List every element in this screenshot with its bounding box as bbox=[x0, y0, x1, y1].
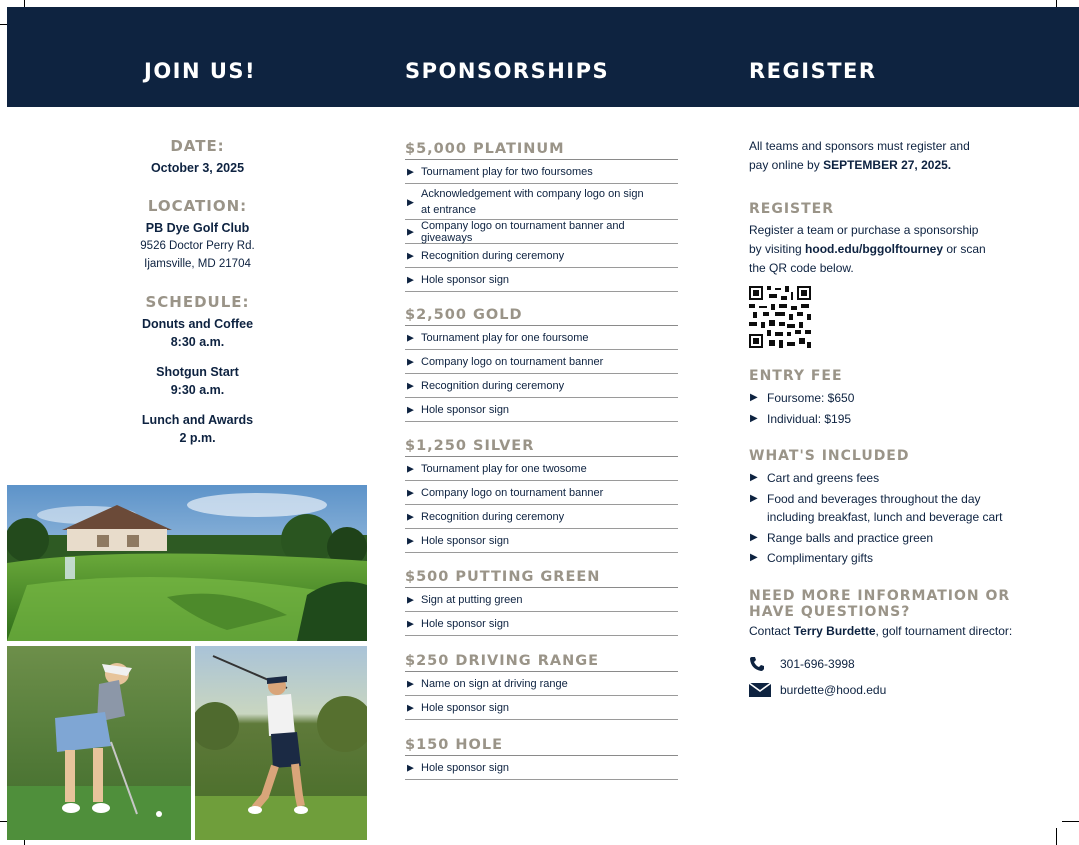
arrow-right-icon: ▶ bbox=[407, 197, 414, 207]
sponsorship-title: $150 HOLE bbox=[405, 734, 678, 756]
contact-name: Terry Burdette bbox=[793, 623, 876, 638]
list-item: ▶ Recognition during ceremony bbox=[405, 244, 678, 268]
sponsorship-title: $500 PUTTING GREEN bbox=[405, 566, 678, 588]
schedule-item-time: 8:30 a.m. bbox=[170, 335, 225, 349]
golfer-driving-photo bbox=[195, 646, 367, 840]
sponsorship-title: $250 DRIVING RANGE bbox=[405, 650, 678, 672]
list-item: ▶ Tournament play for one foursome bbox=[405, 326, 678, 350]
join-us-title: JOIN US! bbox=[144, 59, 257, 83]
list-item: ▶ Company logo on tournament banner bbox=[405, 350, 678, 374]
arrow-right-icon: ▶ bbox=[750, 392, 758, 403]
date-label: DATE: bbox=[170, 137, 225, 155]
arrow-right-icon: ▶ bbox=[407, 511, 414, 521]
register-instructions: Register a team or purchase a sponsorship by visiting hood.edu/bggolftourney or scan the QR code below. bbox=[749, 223, 986, 275]
schedule-item bbox=[110, 363, 285, 399]
arrow-right-icon: ▶ bbox=[407, 535, 414, 545]
crop-mark bbox=[1056, 828, 1057, 845]
register-url-link[interactable]: hood.edu/bggolftourney bbox=[805, 242, 944, 256]
email-address[interactable]: burdette@hood.edu bbox=[780, 683, 887, 697]
list-item: ▶ Acknowledgement with company logo on sign at entrance bbox=[405, 184, 678, 220]
schedule-item-title: Donuts and Coffee bbox=[141, 317, 254, 331]
phone-number[interactable]: 301-696-3998 bbox=[780, 657, 855, 671]
location-section bbox=[110, 197, 285, 273]
arrow-right-icon: ▶ bbox=[407, 618, 414, 628]
info-heading: NEED MORE INFORMATION OR HAVE QUESTIONS? bbox=[749, 587, 1011, 620]
date-value: October 3, 2025 bbox=[150, 161, 245, 175]
list-item: ▶ Recognition during ceremony bbox=[405, 374, 678, 398]
schedule-item-time: 9:30 a.m. bbox=[170, 383, 225, 397]
arrow-right-icon: ▶ bbox=[750, 531, 758, 543]
arrow-right-icon: ▶ bbox=[407, 678, 414, 688]
list-item: ▶ Hole sponsor sign bbox=[405, 398, 678, 422]
arrow-right-icon: ▶ bbox=[407, 702, 414, 712]
header-banner bbox=[7, 7, 1079, 107]
arrow-right-icon: ▶ bbox=[750, 472, 758, 483]
arrow-right-icon: ▶ bbox=[407, 380, 414, 390]
arrow-right-icon: ▶ bbox=[407, 356, 414, 366]
sponsorship-driving-range bbox=[405, 650, 678, 720]
schedule-item-title: Lunch and Awards bbox=[141, 413, 254, 427]
whats-included-heading: WHAT'S INCLUDED bbox=[749, 448, 910, 464]
date-section bbox=[110, 137, 285, 177]
email-row[interactable] bbox=[749, 682, 886, 698]
list-item: ▶ Company logo on tournament banner and giveaways bbox=[405, 220, 678, 244]
register-intro: All teams and sponsors must register and pay online by SEPTEMBER 27, 2025. bbox=[749, 139, 970, 172]
sponsorship-hole bbox=[405, 734, 678, 780]
arrow-right-icon: ▶ bbox=[407, 762, 414, 772]
schedule-label: SCHEDULE: bbox=[145, 293, 250, 311]
crop-mark bbox=[1062, 821, 1079, 822]
sponsorship-putting-green bbox=[405, 566, 678, 636]
event-details bbox=[110, 137, 285, 459]
list-item: ▶ Sign at putting green bbox=[405, 588, 678, 612]
list-item: ▶ Recognition during ceremony bbox=[405, 505, 678, 529]
register-heading: REGISTER bbox=[749, 201, 835, 217]
arrow-right-icon: ▶ bbox=[407, 274, 414, 284]
phone-row[interactable] bbox=[749, 656, 855, 672]
list-item: ▶ Hole sponsor sign bbox=[405, 612, 678, 636]
list-item: ▶ Hole sponsor sign bbox=[405, 529, 678, 553]
list-item: ▶ Complimentary gifts bbox=[749, 549, 1019, 568]
phone-icon bbox=[749, 656, 771, 672]
sponsorships-title: SPONSORSHIPS bbox=[405, 59, 610, 83]
register-column bbox=[749, 137, 1039, 641]
list-item: ▶ Hole sponsor sign bbox=[405, 696, 678, 720]
qr-code-icon[interactable] bbox=[749, 286, 811, 348]
arrow-right-icon: ▶ bbox=[407, 594, 414, 604]
arrow-right-icon: ▶ bbox=[750, 492, 758, 504]
sponsorship-platinum bbox=[405, 138, 678, 292]
arrow-right-icon: ▶ bbox=[407, 404, 414, 414]
arrow-right-icon: ▶ bbox=[407, 166, 414, 176]
contact-text: Contact Terry Burdette, golf tournament director: bbox=[749, 623, 1013, 638]
list-item: ▶ Foursome: $650 bbox=[749, 389, 1039, 408]
location-label: LOCATION: bbox=[147, 197, 248, 215]
schedule-section bbox=[110, 293, 285, 447]
sponsorship-title: $2,500 GOLD bbox=[405, 304, 678, 326]
list-item: ▶ Tournament play for two foursomes bbox=[405, 160, 678, 184]
register-title: REGISTER bbox=[749, 59, 877, 83]
list-item: ▶ Name on sign at driving range bbox=[405, 672, 678, 696]
deadline: SEPTEMBER 27, 2025. bbox=[823, 158, 952, 172]
arrow-right-icon: ▶ bbox=[407, 332, 414, 342]
list-item: ▶ Range balls and practice green bbox=[749, 529, 1019, 548]
arrow-right-icon: ▶ bbox=[407, 250, 414, 260]
arrow-right-icon: ▶ bbox=[407, 226, 414, 236]
venue-name: PB Dye Golf Club bbox=[145, 221, 250, 235]
address-line-2: Ijamsville, MD 21704 bbox=[144, 258, 251, 270]
entry-fee-heading: ENTRY FEE bbox=[749, 368, 843, 384]
list-item: ▶ Tournament play for one twosome bbox=[405, 457, 678, 481]
list-item: ▶ Hole sponsor sign bbox=[405, 756, 678, 780]
sponsorship-title: $1,250 SILVER bbox=[405, 435, 678, 457]
arrow-right-icon: ▶ bbox=[750, 412, 758, 424]
list-item: ▶ Cart and greens fees bbox=[749, 469, 1019, 488]
schedule-item-time: 2 p.m. bbox=[179, 431, 216, 445]
schedule-item-title: Shotgun Start bbox=[156, 365, 239, 379]
arrow-right-icon: ▶ bbox=[407, 487, 414, 497]
sponsorship-gold bbox=[405, 304, 678, 422]
included-list bbox=[749, 469, 1019, 568]
list-item: ▶ Hole sponsor sign bbox=[405, 268, 678, 292]
list-item: ▶ Company logo on tournament banner bbox=[405, 481, 678, 505]
schedule-item bbox=[110, 411, 285, 447]
entry-fee-list bbox=[749, 389, 1039, 428]
address-line-1: 9526 Doctor Perry Rd. bbox=[140, 240, 255, 252]
schedule-item bbox=[110, 315, 285, 351]
arrow-right-icon: ▶ bbox=[407, 463, 414, 473]
sponsorship-title: $5,000 PLATINUM bbox=[405, 138, 678, 160]
golfer-putting-photo bbox=[7, 646, 191, 840]
list-item: ▶ Food and beverages throughout the day including breakfast, lunch and beverage cart bbox=[750, 491, 1003, 524]
golf-course-photo bbox=[7, 485, 367, 641]
envelope-icon bbox=[749, 682, 771, 698]
sponsorship-silver bbox=[405, 435, 678, 553]
list-item: ▶ Individual: $195 bbox=[749, 410, 1039, 429]
arrow-right-icon: ▶ bbox=[750, 552, 758, 563]
